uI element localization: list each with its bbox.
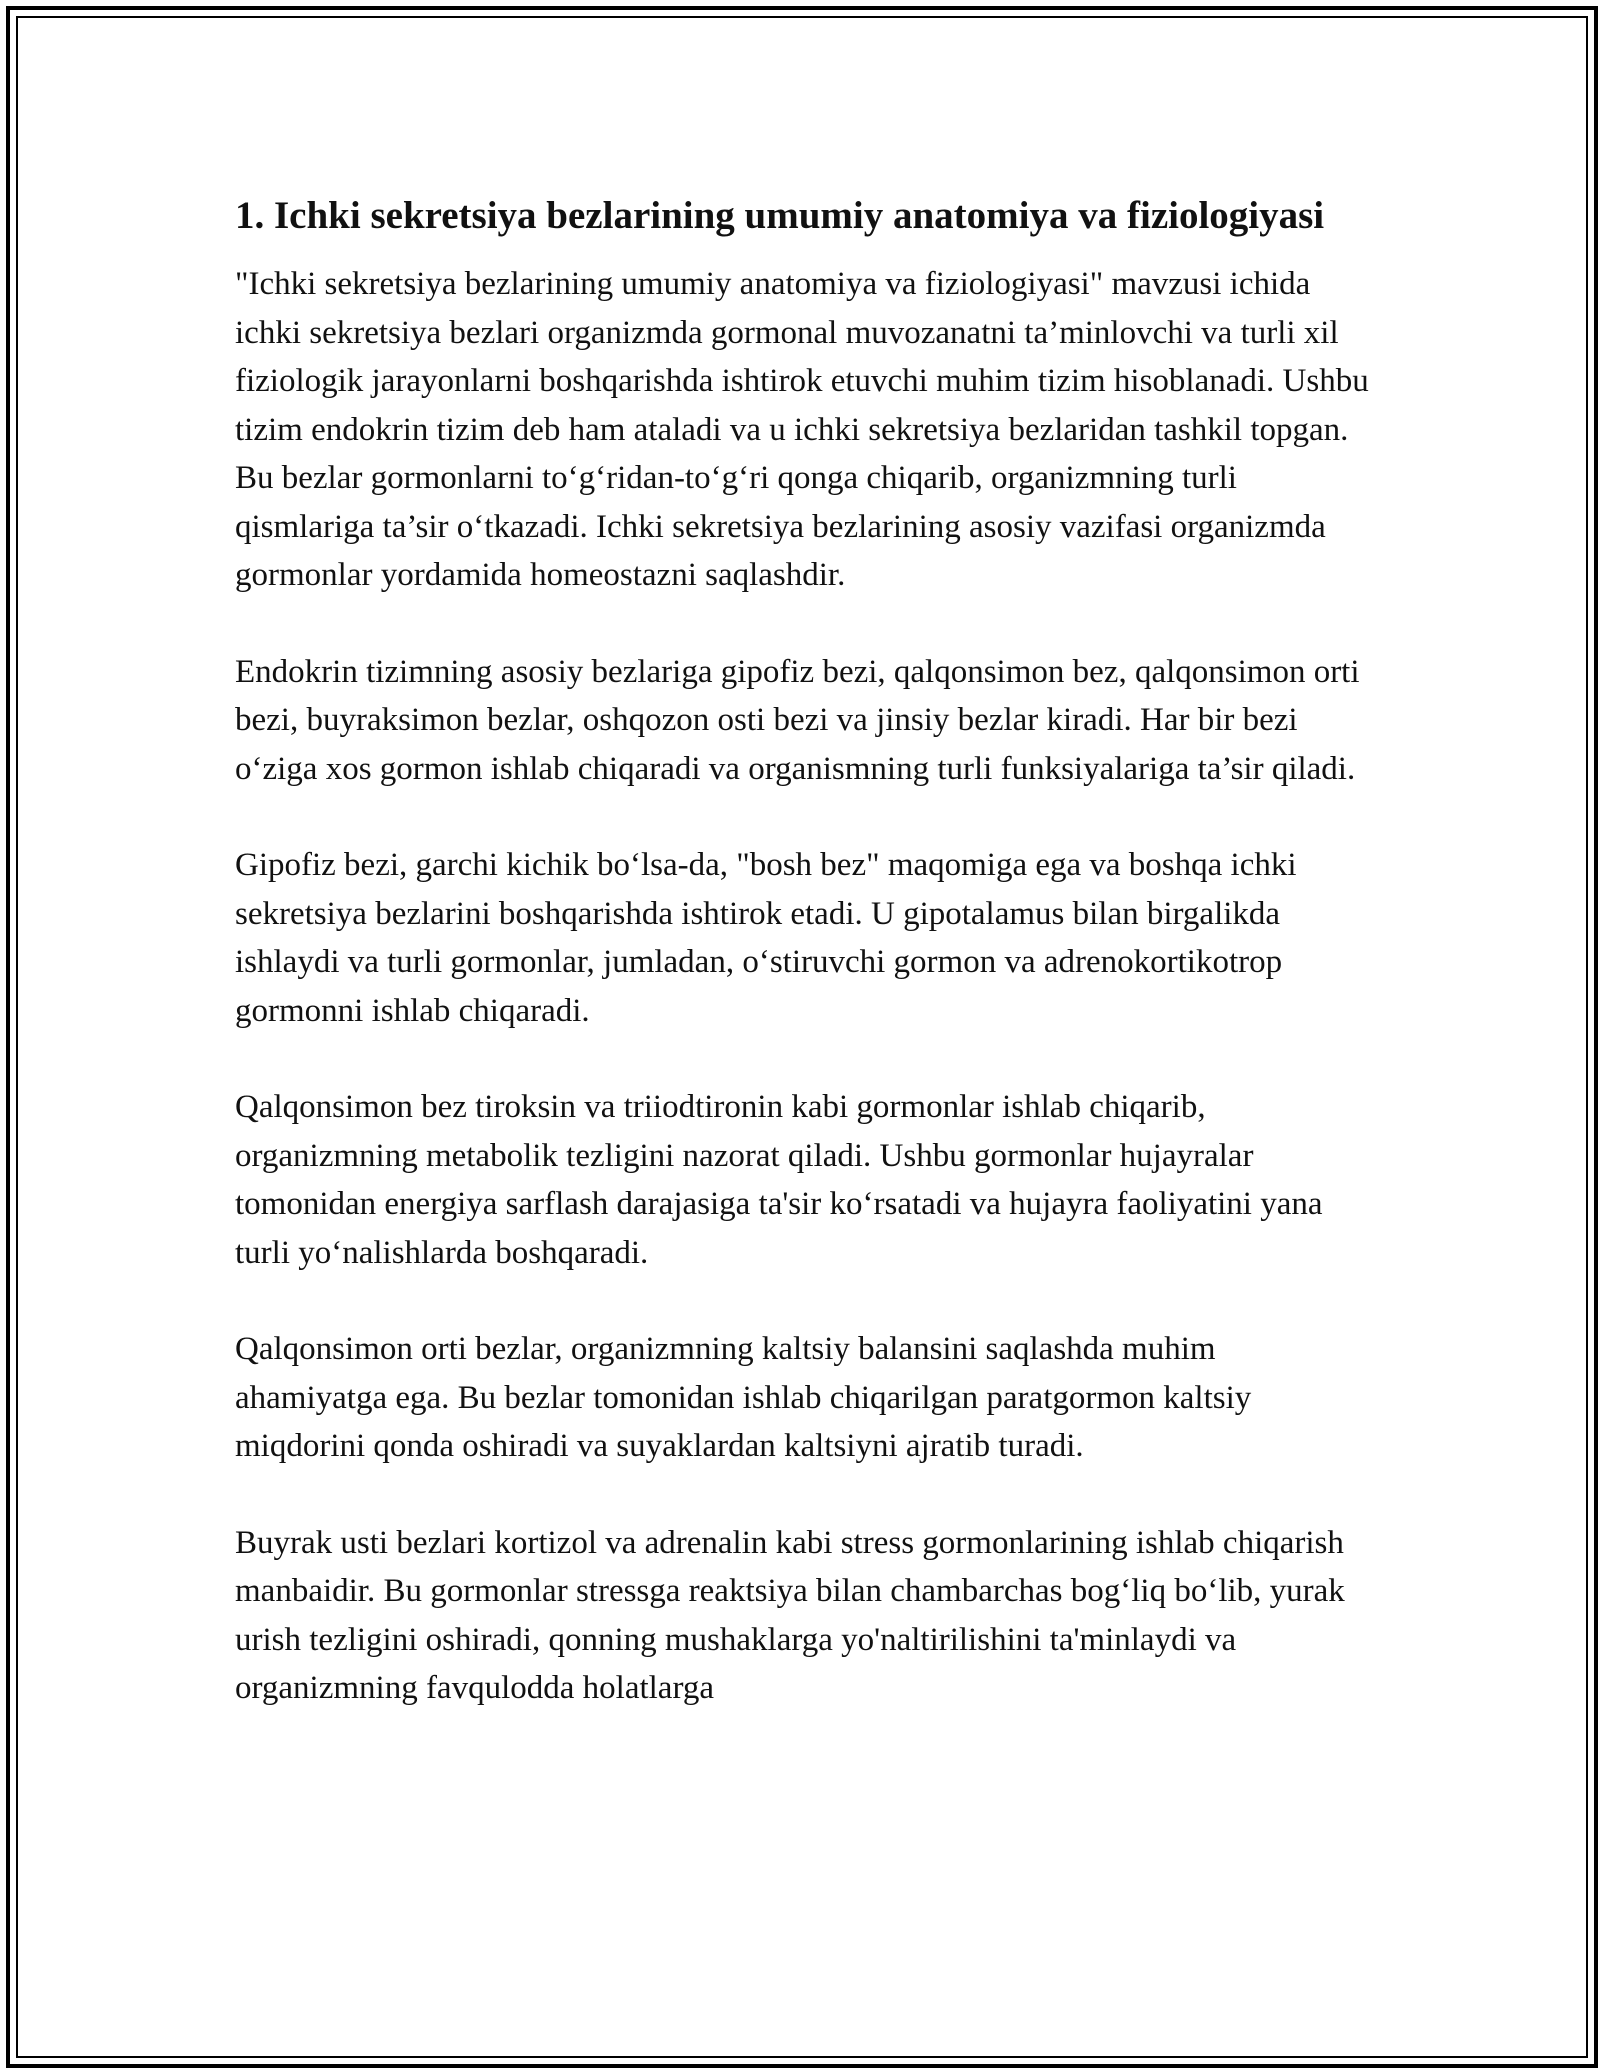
section-heading: 1. Ichki sekretsiya bezlarining umumiy anatomiya va fiziologiyasi xyxy=(235,194,1325,237)
paragraph-parathyroid: Qalqonsimon orti bezlar, organizmning kaltsiy balansini saqlashda muhim ahamiyatga ega. Bu bezlar tomonidan ishlab chiqarilgan paratgormon kaltsiy miqdorini qonda oshiradi va suyaklardan kaltsiyni ajratib turadi. xyxy=(235,1331,1252,1464)
paragraph-intro: "Ichki sekretsiya bezlarining umumiy anatomiya va fiziologiyasi" mavzusi ichida ichki sekretsiya bezlari organizmda gormonal muvozanatni ta’minlovchi va turli xil fiziologik jarayonlarni boshqarishda ishtirok etuvchi muhim tizim hisoblanadi. Ushbu tizim endokrin tizim deb ham ataladi va u ichki sekretsiya bezlaridan tashkil topgan. Bu bezlar gormonlarni to‘g‘ridan-to‘g‘ri qonga chiqarib, organizmning turli qismlariga ta’sir o‘tkazadi. Ichki sekretsiya bezlarining asosiy vazifasi organizmda gormonlar yordamida homeostazni saqlashdir. xyxy=(235,266,1369,593)
document-body xyxy=(235,188,1370,1713)
paragraph-thyroid: Qalqonsimon bez tiroksin va triiodtironin kabi gormonlar ishlab chiqarib, organizmning metabolik tezligini nazorat qiladi. Ushbu gormonlar hujayralar tomonidan energiya sarflash darajasiga ta'sir ko‘rsatadi va hujayra faoliyatini yana turli yo‘nalishlarda boshqaradi. xyxy=(235,1089,1323,1271)
paragraph-endocrine-glands: Endokrin tizimning asosiy bezlariga gipofiz bezi, qalqonsimon bez, qalqonsimon orti bezi, buyraksimon bezlar, oshqozon osti bezi va jinsiy bezlar kiradi. Har bir bezi o‘ziga xos gormon ishlab chiqaradi va organismning turli funksiyalariga ta’sir qiladi. xyxy=(235,653,1360,787)
paragraph-pituitary: Gipofiz bezi, garchi kichik bo‘lsa-da, "bosh bez" maqomiga ega va boshqa ichki sekretsiya bezlarini boshqarishda ishtirok etadi. U gipotalamus bilan birgalikda ishlaydi va turli gormonlar, jumladan, o‘stiruvchi gormon va adrenokortikotrop gormonni ishlab chiqaradi. xyxy=(235,847,1297,1029)
paragraph-adrenal: Buyrak usti bezlari kortizol va adrenalin kabi stress gormonlarining ishlab chiqarish manbaidir. Bu gormonlar stressga reaktsiya bilan chambarchas bog‘liq bo‘lib, yurak urish tezligini oshiradi, qonning mushaklarga yo'naltirilishini ta'minlaydi va organizmning favqulodda holatlarga xyxy=(235,1524,1345,1706)
